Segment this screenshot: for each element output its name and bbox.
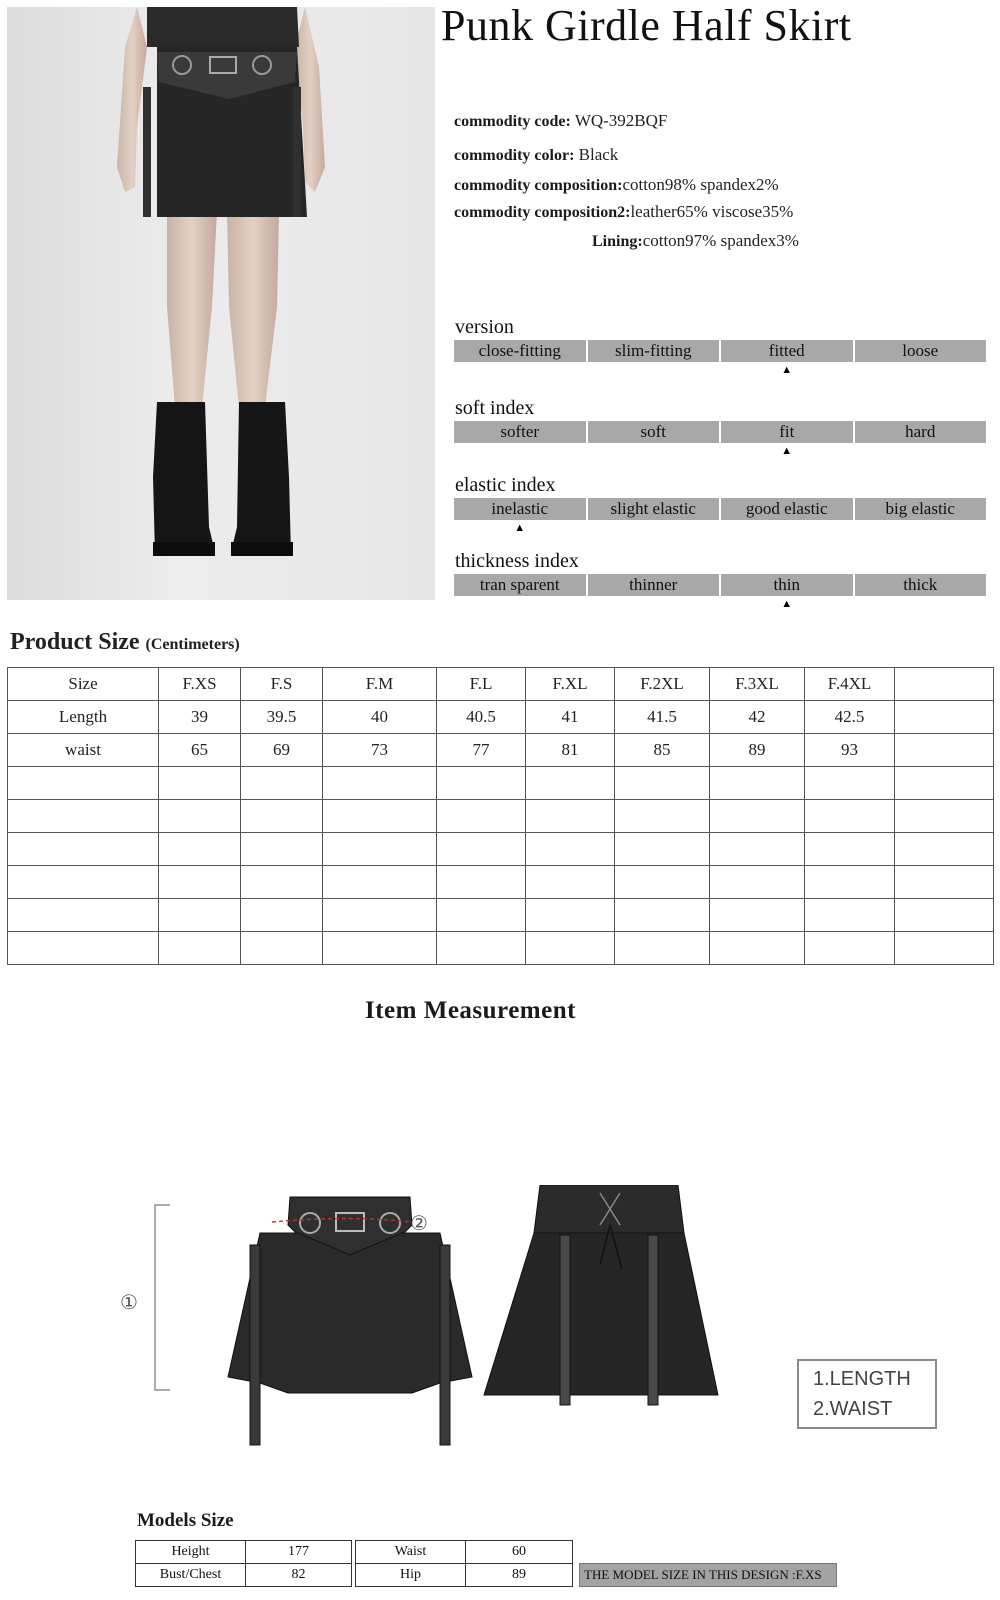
- spec-value: cotton97% spandex3%: [642, 231, 799, 250]
- row-header-cell: [8, 767, 159, 800]
- table-cell: 39: [159, 701, 241, 734]
- table-cell: [159, 899, 241, 932]
- spec-key: commodity color:: [454, 147, 575, 164]
- table-cell: 40: [323, 701, 437, 734]
- table-cell: [615, 899, 710, 932]
- row-header-cell: [8, 932, 159, 965]
- table-row: [356, 1564, 573, 1587]
- back-skirt-drawing: [484, 1185, 718, 1405]
- spec-key: Lining:: [592, 233, 643, 250]
- spec-commodity-code: [454, 111, 667, 131]
- table-row: [8, 866, 994, 899]
- table-cell: F.3XL: [710, 668, 805, 701]
- legend-item-length: 1.LENGTH: [813, 1368, 911, 1390]
- table-cell: F.XS: [159, 668, 241, 701]
- table-cell: [526, 866, 615, 899]
- table-cell: [241, 899, 323, 932]
- table-cell: [710, 866, 805, 899]
- table-cell: [159, 866, 241, 899]
- index-label: version: [455, 316, 514, 338]
- index-option: [855, 340, 987, 362]
- table-cell: [323, 899, 437, 932]
- index-bar: [454, 498, 986, 534]
- table-cell: [615, 932, 710, 965]
- table-row: [136, 1541, 352, 1564]
- table-cell: [615, 833, 710, 866]
- index-label: soft index: [455, 397, 535, 419]
- table-cell: [615, 866, 710, 899]
- spec-key: commodity composition:: [454, 177, 623, 194]
- table-cell: [710, 767, 805, 800]
- table-cell: [895, 668, 994, 701]
- product-size-table: [7, 667, 994, 965]
- table-cell: [159, 833, 241, 866]
- spec-key: commodity code:: [454, 113, 571, 130]
- product-title: Punk Girdle Half Skirt: [441, 1, 852, 50]
- table-cell: [526, 932, 615, 965]
- table-cell: [895, 899, 994, 932]
- model-label: Waist: [356, 1541, 466, 1564]
- table-cell: 41.5: [615, 701, 710, 734]
- table-cell: [241, 833, 323, 866]
- table-cell: [241, 932, 323, 965]
- selected-marker-icon: ▲: [781, 598, 793, 610]
- product-photo: [7, 7, 435, 600]
- index-option-label: hard: [905, 422, 936, 441]
- index-option: [721, 574, 853, 610]
- table-cell: [805, 932, 895, 965]
- table-cell: 42: [710, 701, 805, 734]
- index-option: [588, 421, 720, 443]
- index-option: [721, 340, 853, 376]
- index-label: elastic index: [455, 474, 556, 496]
- table-cell: 40.5: [437, 701, 526, 734]
- table-row: [8, 932, 994, 965]
- index-option-label: big elastic: [885, 499, 955, 518]
- table-cell: 77: [437, 734, 526, 767]
- table-cell: [437, 932, 526, 965]
- index-option: [454, 498, 586, 534]
- index-option: [588, 340, 720, 362]
- index-option-label: inelastic: [491, 499, 549, 518]
- model-label: Hip: [356, 1564, 466, 1587]
- table-cell: F.2XL: [615, 668, 710, 701]
- table-cell: [895, 833, 994, 866]
- table-cell: [710, 932, 805, 965]
- table-cell: 69: [241, 734, 323, 767]
- row-header-cell: Size: [8, 668, 159, 701]
- table-cell: [895, 866, 994, 899]
- table-cell: [615, 800, 710, 833]
- index-option: [855, 421, 987, 443]
- length-bracket: [155, 1205, 170, 1390]
- table-cell: [526, 833, 615, 866]
- spec-value: WQ-392BQF: [574, 111, 668, 130]
- table-cell: [437, 767, 526, 800]
- table-cell: [323, 767, 437, 800]
- models-size-title: Models Size: [137, 1510, 234, 1531]
- index-option-label: fit: [779, 422, 795, 441]
- row-header-cell: [8, 800, 159, 833]
- table-cell: 81: [526, 734, 615, 767]
- item-measurement-title: Item Measurement: [365, 997, 576, 1024]
- model-value: 82: [246, 1564, 352, 1587]
- spec-value: cotton98% spandex2%: [622, 175, 779, 194]
- table-row: [8, 833, 994, 866]
- table-cell: [805, 800, 895, 833]
- table-row: [8, 668, 994, 701]
- table-cell: [615, 767, 710, 800]
- index-bar: [454, 574, 986, 610]
- table-row: [8, 734, 994, 767]
- table-cell: 42.5: [805, 701, 895, 734]
- table-row: [8, 899, 994, 932]
- table-cell: [805, 866, 895, 899]
- table-cell: 89: [710, 734, 805, 767]
- table-row: [8, 701, 994, 734]
- table-cell: [323, 800, 437, 833]
- selected-marker-icon: ▲: [781, 364, 793, 376]
- spec-commodity-color: [454, 145, 618, 165]
- model-size-table-right: [355, 1540, 573, 1587]
- waist-marker: ②: [410, 1211, 428, 1235]
- spec-lining: [592, 231, 799, 251]
- table-cell: [241, 866, 323, 899]
- table-cell: 85: [615, 734, 710, 767]
- table-cell: [895, 800, 994, 833]
- spec-key: commodity composition2:: [454, 204, 631, 221]
- front-skirt-drawing: [228, 1197, 472, 1445]
- table-row: [356, 1541, 573, 1564]
- table-cell: [437, 800, 526, 833]
- spec-value: Black: [578, 145, 619, 164]
- table-cell: [895, 701, 994, 734]
- index-option-label: fitted: [768, 341, 805, 360]
- model-size-note: THE MODEL SIZE IN THIS DESIGN :F.XS: [579, 1563, 837, 1587]
- index-option-label: slim-fitting: [615, 341, 692, 360]
- table-cell: 93: [805, 734, 895, 767]
- model-label: Height: [136, 1541, 246, 1564]
- table-cell: [159, 800, 241, 833]
- index-option-label: thinner: [629, 575, 678, 594]
- index-option-label: loose: [902, 341, 939, 360]
- product-size-heading: Product Size: [10, 629, 140, 655]
- index-option-label: slight elastic: [610, 499, 696, 518]
- index-option-label: close-fitting: [478, 341, 561, 360]
- measurement-legend: [797, 1359, 937, 1429]
- index-option-label: thick: [903, 575, 938, 594]
- table-cell: [159, 932, 241, 965]
- index-option-label: thin: [773, 575, 800, 594]
- table-cell: F.4XL: [805, 668, 895, 701]
- table-cell: 39.5: [241, 701, 323, 734]
- table-cell: [805, 833, 895, 866]
- product-size-title: [10, 629, 240, 656]
- table-row: [136, 1564, 352, 1587]
- row-header-cell: [8, 899, 159, 932]
- table-cell: [159, 767, 241, 800]
- index-option: [588, 574, 720, 596]
- index-option: [721, 421, 853, 457]
- table-cell: [710, 899, 805, 932]
- model-value: 177: [246, 1541, 352, 1564]
- legend-item-waist: 2.WAIST: [813, 1398, 893, 1420]
- index-option-label: tran sparent: [479, 575, 560, 594]
- row-header-cell: [8, 866, 159, 899]
- table-cell: [895, 932, 994, 965]
- row-header-cell: [8, 833, 159, 866]
- model-value: 60: [466, 1541, 573, 1564]
- table-cell: F.XL: [526, 668, 615, 701]
- index-option: [588, 498, 720, 520]
- table-cell: [805, 767, 895, 800]
- table-cell: 41: [526, 701, 615, 734]
- model-label: Bust/Chest: [136, 1564, 246, 1587]
- table-cell: [895, 734, 994, 767]
- table-row: [8, 800, 994, 833]
- table-cell: [710, 800, 805, 833]
- table-cell: [323, 866, 437, 899]
- index-option-label: good elastic: [745, 499, 828, 518]
- table-cell: [323, 833, 437, 866]
- table-cell: [526, 899, 615, 932]
- table-cell: F.S: [241, 668, 323, 701]
- index-option: [454, 340, 586, 362]
- selected-marker-icon: ▲: [781, 445, 793, 457]
- table-cell: [805, 899, 895, 932]
- table-cell: 65: [159, 734, 241, 767]
- table-cell: [526, 767, 615, 800]
- length-marker: ①: [120, 1290, 138, 1314]
- table-cell: F.L: [437, 668, 526, 701]
- table-row: [8, 767, 994, 800]
- row-header-cell: Length: [8, 701, 159, 734]
- table-cell: [710, 833, 805, 866]
- index-label: thickness index: [455, 550, 579, 572]
- row-header-cell: waist: [8, 734, 159, 767]
- spec-commodity-composition2: [454, 202, 793, 222]
- index-option: [454, 421, 586, 443]
- table-cell: [526, 800, 615, 833]
- index-bar: [454, 340, 986, 376]
- table-cell: [895, 767, 994, 800]
- index-option: [855, 498, 987, 520]
- selected-marker-icon: ▲: [514, 522, 526, 534]
- model-size-table-left: [135, 1540, 352, 1587]
- product-size-unit: (Centimeters): [145, 636, 240, 653]
- table-cell: [437, 866, 526, 899]
- table-cell: [323, 932, 437, 965]
- table-cell: 73: [323, 734, 437, 767]
- table-cell: [241, 800, 323, 833]
- table-cell: [437, 833, 526, 866]
- model-value: 89: [466, 1564, 573, 1587]
- index-option-label: softer: [500, 422, 540, 441]
- index-option: [454, 574, 586, 596]
- index-option-label: soft: [640, 422, 666, 441]
- index-bar: [454, 421, 986, 457]
- spec-commodity-composition: [454, 175, 779, 195]
- index-option: [855, 574, 987, 596]
- table-cell: [437, 899, 526, 932]
- index-option: [721, 498, 853, 520]
- table-cell: [241, 767, 323, 800]
- table-cell: F.M: [323, 668, 437, 701]
- spec-value: leather65% viscose35%: [630, 202, 794, 221]
